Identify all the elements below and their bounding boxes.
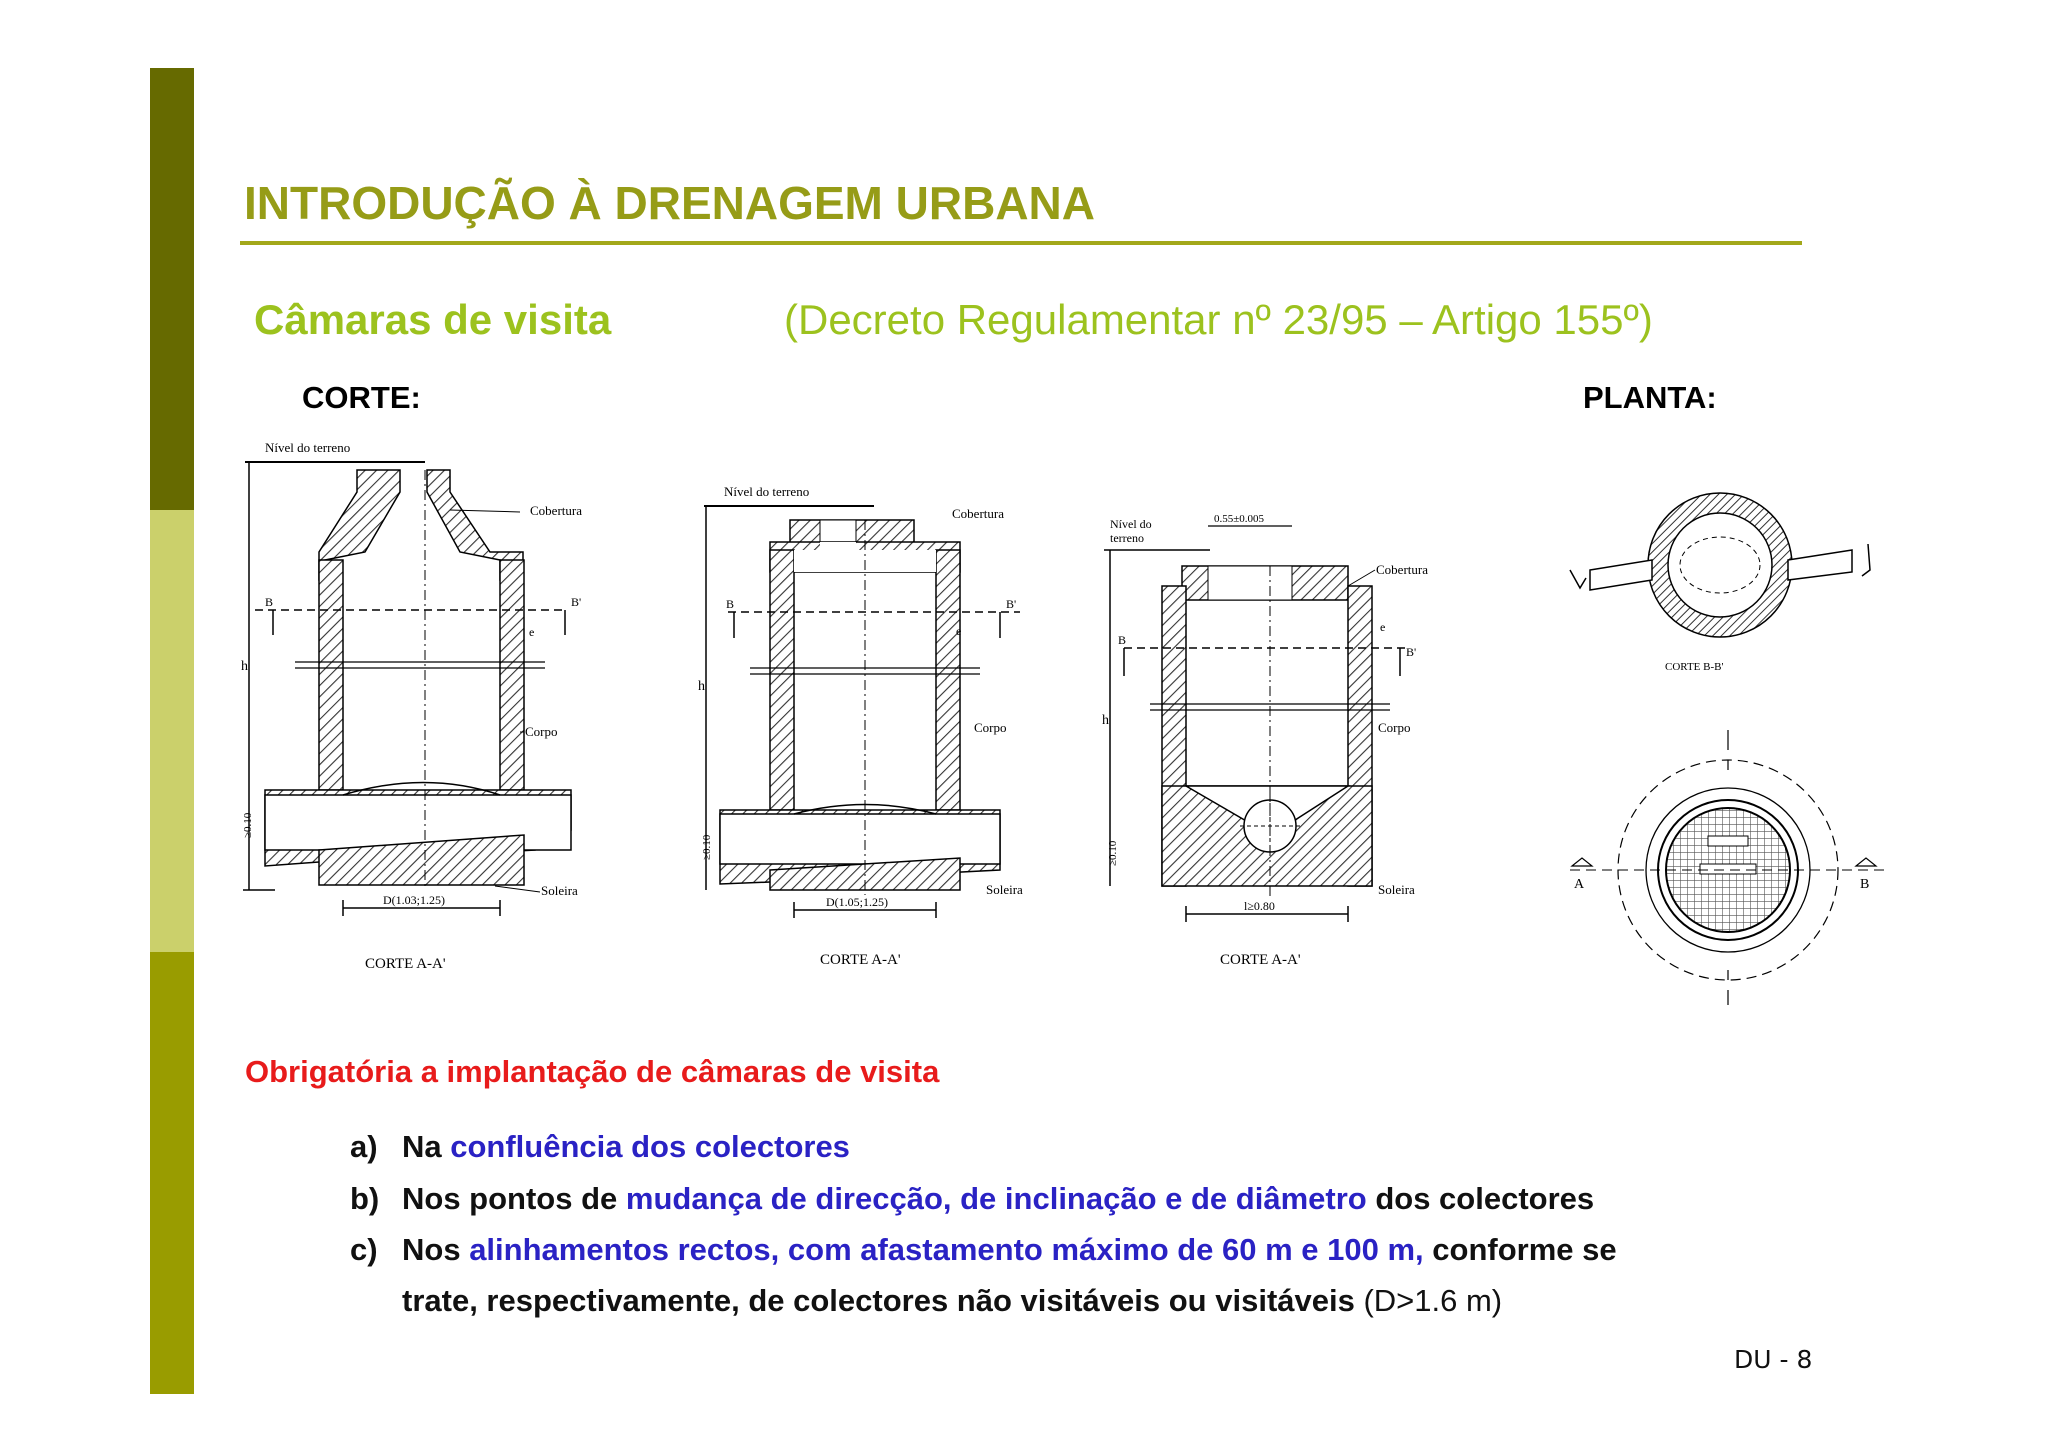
svg-text:Soleira: Soleira (1378, 882, 1415, 897)
svg-text:B: B (1118, 633, 1127, 647)
svg-text:≥0.10: ≥0.10 (242, 812, 254, 838)
soleira-label: Soleira (541, 883, 578, 898)
page-number: DU - 8 (1734, 1345, 1813, 1374)
sidebar-bar-mid (150, 952, 194, 1394)
list-item-a: a) Na confluência dos colectores (350, 1129, 850, 1164)
svg-text:≥0.10: ≥0.10 (701, 834, 713, 860)
svg-text:e: e (529, 625, 535, 639)
svg-text:Corpo: Corpo (974, 720, 1007, 735)
planta-drawing (1540, 460, 1890, 1020)
slide-title: INTRODUÇÃO À DRENAGEM URBANA (244, 177, 1095, 229)
corte-drawing-benching (1100, 506, 1480, 990)
list-item-c-continuation: trate, respectivamente, de colectores não visitáveis ou visitáveis (D>1.6 m) (402, 1283, 1503, 1318)
svg-text:0.55±0.005: 0.55±0.005 (1214, 513, 1265, 525)
corte-aa-caption-1: CORTE A-A' (365, 956, 446, 972)
plan-b-marker: B (1860, 877, 1870, 892)
svg-text:B': B' (1006, 597, 1017, 611)
sidebar-bar-dark (150, 68, 194, 510)
corte-aa-caption-2: CORTE A-A' (820, 952, 901, 968)
corte-aa-caption-3: CORTE A-A' (1220, 952, 1301, 968)
svg-text:Soleira: Soleira (986, 882, 1023, 897)
decree-reference: (Decreto Regulamentar nº 23/95 – Artigo 155º) (784, 296, 1653, 343)
title-divider (240, 241, 1802, 245)
corpo-label: Corpo (525, 724, 558, 739)
svg-text:D(1.03;1.25): D(1.03;1.25) (383, 893, 445, 907)
svg-text:Cobertura: Cobertura (952, 506, 1004, 521)
corte-label: CORTE: (302, 380, 421, 415)
svg-text:h: h (1102, 713, 1109, 728)
svg-text:B': B' (1406, 645, 1417, 659)
list-item-b: b) Nos pontos de mudança de direcção, de inclinação e de diâmetro dos colectores (350, 1181, 1595, 1216)
svg-text:terreno: terreno (1110, 531, 1144, 545)
svg-text:≥0.10: ≥0.10 (1107, 840, 1119, 866)
svg-text:e: e (1380, 620, 1386, 634)
svg-text:B': B' (571, 595, 582, 609)
svg-text:Nível do terreno: Nível do terreno (724, 484, 810, 499)
svg-text:l≥0.80: l≥0.80 (1244, 899, 1275, 913)
planta-label: PLANTA: (1583, 380, 1717, 415)
svg-text:e: e (956, 624, 962, 638)
cobertura-label: Cobertura (530, 503, 582, 518)
svg-text:h: h (698, 679, 705, 694)
svg-text:Nível do: Nível do (1110, 517, 1152, 531)
svg-text:B: B (265, 595, 274, 609)
corte-bb-caption: CORTE B-B' (1665, 661, 1724, 673)
svg-text:B: B (726, 597, 735, 611)
obligation-heading: Obrigatória a implantação de câmaras de visita (245, 1054, 940, 1089)
svg-text:Cobertura: Cobertura (1376, 562, 1428, 577)
plan-a-marker: A (1574, 877, 1585, 892)
slide-subtitle: Câmaras de visita (254, 296, 612, 343)
nivel-terreno-label: Nível do terreno (265, 440, 351, 455)
svg-text:Corpo: Corpo (1378, 720, 1411, 735)
svg-text:D(1.05;1.25): D(1.05;1.25) (826, 895, 888, 909)
list-item-c: c) Nos alinhamentos rectos, com afastamento máximo de 60 m e 100 m, conforme se (350, 1232, 1617, 1267)
corte-drawing-slab (690, 470, 1070, 990)
sidebar-bar-light (150, 510, 194, 952)
svg-text:h: h (241, 659, 248, 674)
corte-drawing-conical (235, 430, 615, 990)
